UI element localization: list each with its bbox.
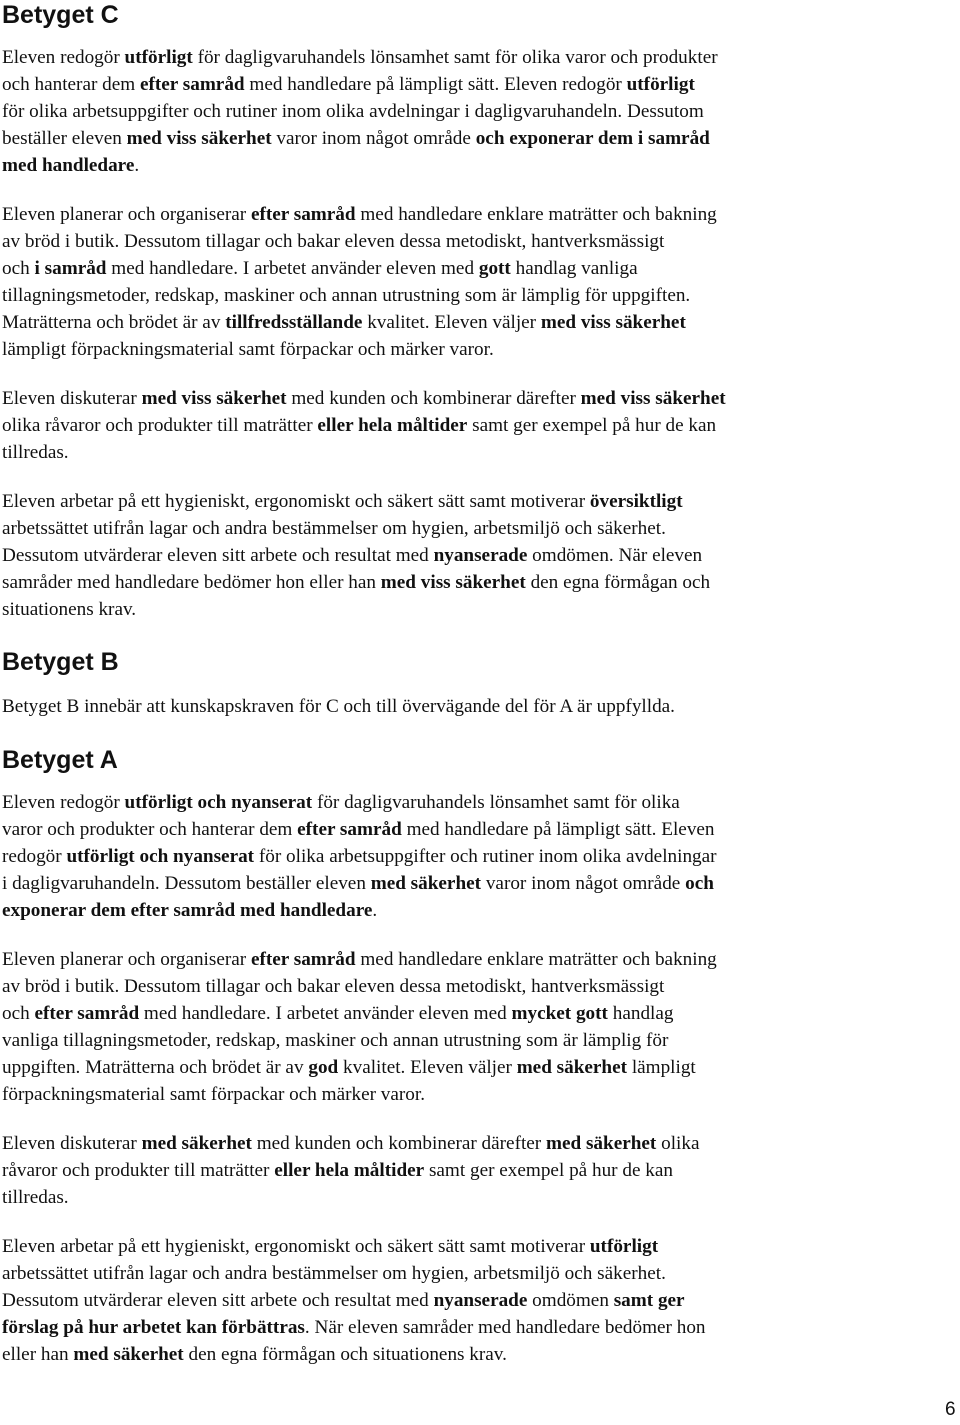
page-number: 6 xyxy=(945,1399,956,1420)
bold-text: med viss säkerhet xyxy=(126,128,272,149)
text-run: situationens krav. xyxy=(2,599,137,620)
text-run: varor inom något område xyxy=(481,873,686,894)
text-run: lämpligt xyxy=(627,1057,696,1078)
bold-text: efter samråd xyxy=(34,1003,140,1024)
bold-text: mycket gott xyxy=(511,1003,608,1024)
bold-text: med viss säkerhet xyxy=(580,388,726,409)
bold-text: gott xyxy=(478,258,511,279)
text-run: samråder med handledare bedömer hon eller han xyxy=(2,572,381,593)
bold-text: med viss säkerhet xyxy=(380,572,526,593)
text-run: med handledare på lämpligt sätt. Eleven xyxy=(401,819,715,840)
bold-text: utförligt xyxy=(589,1236,659,1257)
bold-text: efter samråd xyxy=(250,949,356,970)
document-page xyxy=(2,0,902,1368)
text-run: handlag vanliga xyxy=(510,258,638,279)
bold-text: med viss säkerhet xyxy=(540,312,686,333)
text-run: för dagligvaruhandels lönsamhet samt för olika xyxy=(312,792,680,813)
text-run: Eleven arbetar på ett hygieniskt, ergonomiskt och säkert sätt samt motiverar xyxy=(2,1236,590,1257)
bold-text: eller hela måltider xyxy=(274,1160,425,1181)
text-run: olika xyxy=(656,1133,700,1154)
text-run: den egna förmågan och xyxy=(525,572,711,593)
text-run: Dessutom utvärderar eleven sitt arbete och resultat med xyxy=(2,1290,434,1311)
text-run: av bröd i butik. Dessutom tillagar och bakar eleven dessa metodiskt, hantverksmässigt xyxy=(2,231,665,252)
text-run: med handledare. I arbetet använder eleven med xyxy=(139,1003,512,1024)
text-run: Eleven redogör xyxy=(2,47,125,68)
text-run: samt ger exempel på hur de kan xyxy=(424,1160,673,1181)
bold-text: god xyxy=(308,1057,339,1078)
bold-text: utförligt och nyanserat xyxy=(66,846,255,867)
bold-text: med säkerhet xyxy=(141,1133,252,1154)
bold-text: med säkerhet xyxy=(73,1344,184,1365)
text-run: eller han xyxy=(2,1344,74,1365)
text-run: för dagligvaruhandels lönsamhet samt för olika varor och produkter xyxy=(192,47,718,68)
text-run: och xyxy=(2,258,35,279)
text-run: Betyget B innebär att kunskapskraven för C och till övervägande del för A är uppfyllda. xyxy=(2,696,675,717)
bold-text: nyanserade xyxy=(433,545,528,566)
bold-text: utförligt xyxy=(124,47,193,68)
bold-text: med viss säkerhet xyxy=(141,388,287,409)
paragraph xyxy=(2,385,902,466)
text-run: kvalitet. Eleven väljer xyxy=(362,312,541,333)
bold-text: nyanserade xyxy=(433,1290,528,1311)
heading-betyget-c: Betyget C xyxy=(2,1,119,29)
bold-text: och exponerar dem i samråd xyxy=(475,128,710,149)
text-run: med handledare enklare maträtter och bakning xyxy=(355,204,717,225)
text-run: råvaror och produkter till maträtter xyxy=(2,1160,275,1181)
text-run: Eleven diskuterar xyxy=(2,1133,142,1154)
text-run: Eleven redogör xyxy=(2,792,125,813)
text-run: av bröd i butik. Dessutom tillagar och bakar eleven dessa metodiskt, hantverksmässigt xyxy=(2,976,665,997)
text-run: Maträtterna och brödet är av xyxy=(2,312,226,333)
paragraph xyxy=(2,201,902,363)
text-run: . När eleven samråder med handledare bedömer hon xyxy=(304,1317,706,1338)
bold-text: förslag på hur arbetet kan förbättras xyxy=(2,1317,305,1338)
text-run: med handledare enklare maträtter och bakning xyxy=(355,949,717,970)
text-run: beställer eleven xyxy=(2,128,127,149)
bold-text: efter samråd xyxy=(139,74,245,95)
text-run: med kunden och kombinerar därefter xyxy=(251,1133,546,1154)
text-run: med kunden och kombinerar därefter xyxy=(286,388,581,409)
paragraph xyxy=(2,1130,902,1211)
text-run: redogör xyxy=(2,846,67,867)
bold-text: exponerar dem efter samråd med handledare xyxy=(2,900,373,921)
bold-text: tillfredsställande xyxy=(225,312,363,333)
text-run: . xyxy=(372,900,378,921)
bold-text: med säkerhet xyxy=(546,1133,657,1154)
paragraph xyxy=(2,789,902,924)
text-run: med handledare på lämpligt sätt. Eleven redogör xyxy=(244,74,627,95)
bold-text: med säkerhet xyxy=(370,873,482,894)
text-run: samt ger exempel på hur de kan xyxy=(467,415,717,436)
text-run: vanliga tillagningsmetoder, redskap, maskiner och annan utrustning som är lämplig för xyxy=(2,1030,669,1051)
heading-betyget-b: Betyget B xyxy=(2,648,119,676)
paragraph xyxy=(2,1233,902,1368)
text-run: varor och produkter och hanterar dem xyxy=(2,819,298,840)
text-run: arbetssättet utifrån lagar och andra bestämmelser om hygien, arbetsmiljö och säkerhet. xyxy=(2,518,666,539)
text-run: den egna förmågan och situationens krav. xyxy=(183,1344,507,1365)
text-run: och xyxy=(2,1003,35,1024)
bold-text: efter samråd xyxy=(297,819,402,840)
bold-text: översiktligt xyxy=(589,491,683,512)
text-run: tillredas. xyxy=(2,1187,69,1208)
text-run: för olika arbetsuppgifter och rutiner inom olika avdelningar i dagligvaruhandeln. Dessutom xyxy=(2,101,704,122)
text-run: Eleven planerar och organiserar xyxy=(2,204,251,225)
bold-text: i samråd xyxy=(34,258,107,279)
bold-text: eller hela måltider xyxy=(317,415,468,436)
text-run: handlag xyxy=(607,1003,674,1024)
text-run: Eleven diskuterar xyxy=(2,388,142,409)
text-run: Dessutom utvärderar eleven sitt arbete och resultat med xyxy=(2,545,434,566)
paragraph xyxy=(2,946,902,1108)
text-run: Eleven planerar och organiserar xyxy=(2,949,251,970)
text-run: och hanterar dem xyxy=(2,74,140,95)
text-run: uppgiften. Maträtterna och brödet är av xyxy=(2,1057,309,1078)
text-run: för olika arbetsuppgifter och rutiner inom olika avdelningar xyxy=(254,846,717,867)
text-run: varor inom något område xyxy=(271,128,476,149)
text-run: tillagningsmetoder, redskap, maskiner och annan utrustning som är lämplig för uppgiften. xyxy=(2,285,691,306)
text-run: olika råvaror och produkter till maträtter xyxy=(2,415,318,436)
text-run: arbetssättet utifrån lagar och andra bestämmelser om hygien, arbetsmiljö och säkerhet. xyxy=(2,1263,666,1284)
text-run: omdömen xyxy=(527,1290,614,1311)
text-run: kvalitet. Eleven väljer xyxy=(338,1057,517,1078)
bold-text: utförligt och nyanserat xyxy=(124,792,313,813)
bold-text: efter samråd xyxy=(250,204,356,225)
bold-text: utförligt xyxy=(626,74,695,95)
text-run: förpackningsmaterial samt förpackar och märker varor. xyxy=(2,1084,426,1105)
bold-text: samt ger xyxy=(613,1290,685,1311)
text-run: Eleven arbetar på ett hygieniskt, ergonomiskt och säkert sätt samt motiverar xyxy=(2,491,590,512)
heading-betyget-a: Betyget A xyxy=(2,746,118,774)
paragraph xyxy=(2,693,902,720)
paragraph xyxy=(2,44,902,179)
text-run: tillredas. xyxy=(2,442,69,463)
text-run: i dagligvaruhandeln. Dessutom beställer eleven xyxy=(2,873,371,894)
bold-text: med handledare xyxy=(2,155,135,176)
text-run: . xyxy=(134,155,140,176)
text-run: omdömen. När eleven xyxy=(527,545,703,566)
text-run: med handledare. I arbetet använder eleven med xyxy=(106,258,479,279)
bold-text: och xyxy=(685,873,714,894)
text-run: lämpligt förpackningsmaterial samt förpackar och märker varor. xyxy=(2,339,494,360)
bold-text: med säkerhet xyxy=(516,1057,628,1078)
paragraph xyxy=(2,488,902,623)
